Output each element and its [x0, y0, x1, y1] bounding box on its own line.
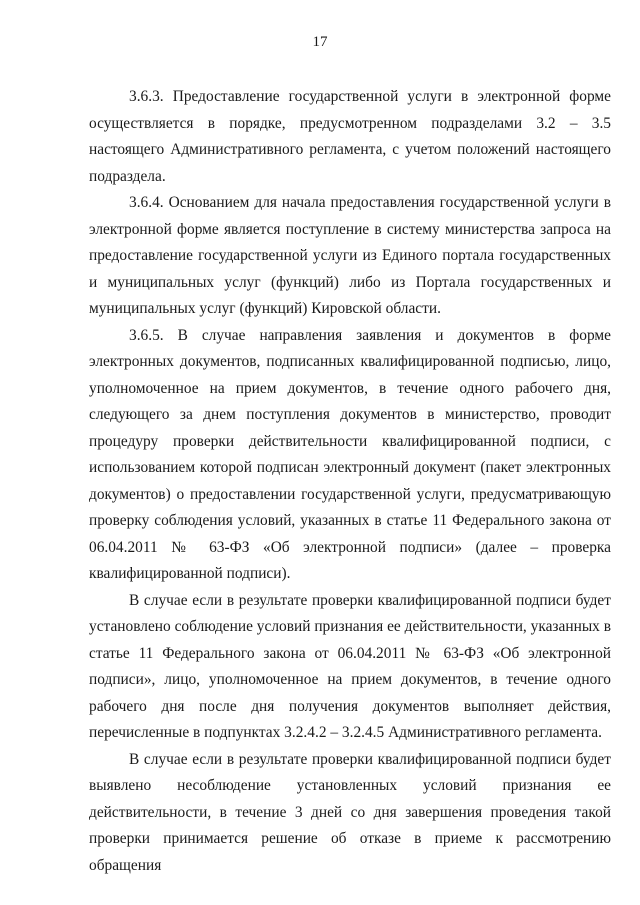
document-body [89, 84, 611, 879]
paragraph-3-6-3: 3.6.3. Предоставление государственной услуги в электронной форме осуществляется в порядке, предусмотренном подразделами 3.2 – 3.5 настоящего Административного регламента, с учетом положений настоящего подраздела. [89, 88, 611, 185]
paragraph-3-6-4: 3.6.4. Основанием для начала предоставления государственной услуги в электронной форме является поступление в систему министерства запроса на предоставление государственной услуги из Единого портала государственных и муниципальных услуг (функций) либо из Портала государственных и муниципальных услуг (функций) Кировской области. [89, 194, 611, 317]
paragraph-3-6-5: 3.6.5. В случае направления заявления и документов в форме электронных документов, подписанных квалифицированной подписью, лицо, уполномоченное на прием документов, в течение одного рабочего дня, следующего за днем поступления документов в министерство, проводит процедуру проверки действительности квалифицированной подписи, с использованием которой подписан электронный документ (пакет электронных документов) о предоставлении государственной услуги, предусматривающую проверку соблюдения условий, указанных в статье 11 Федерального закона от 06.04.2011 № 63-ФЗ «Об электронной подписи» (далее – проверка квалифицированной подписи). [89, 326, 611, 582]
page-number: 17 [312, 34, 328, 50]
paragraph-signature-valid: В случае если в результате проверки квалифицированной подписи будет установлено соблюдение условий признания ее действительности, указанных в статье 11 Федерального закона от 06.04.2011 № 63-ФЗ «Об электронной подписи», лицо, уполномоченное на прием документов, в течение одного рабочего дня после дня получения документов выполняет действия, перечисленные в подпунктах 3.2.4.2 – 3.2.4.5 Административного регламента. [89, 591, 611, 741]
paragraph-signature-invalid: В случае если в результате проверки квалифицированной подписи будет выявлено несоблюдение установленных условий признания ее действительности, в течение 3 дней со дня завершения проведения такой проверки принимается решение об отказе в приеме к рассмотрению обращения [89, 750, 611, 874]
